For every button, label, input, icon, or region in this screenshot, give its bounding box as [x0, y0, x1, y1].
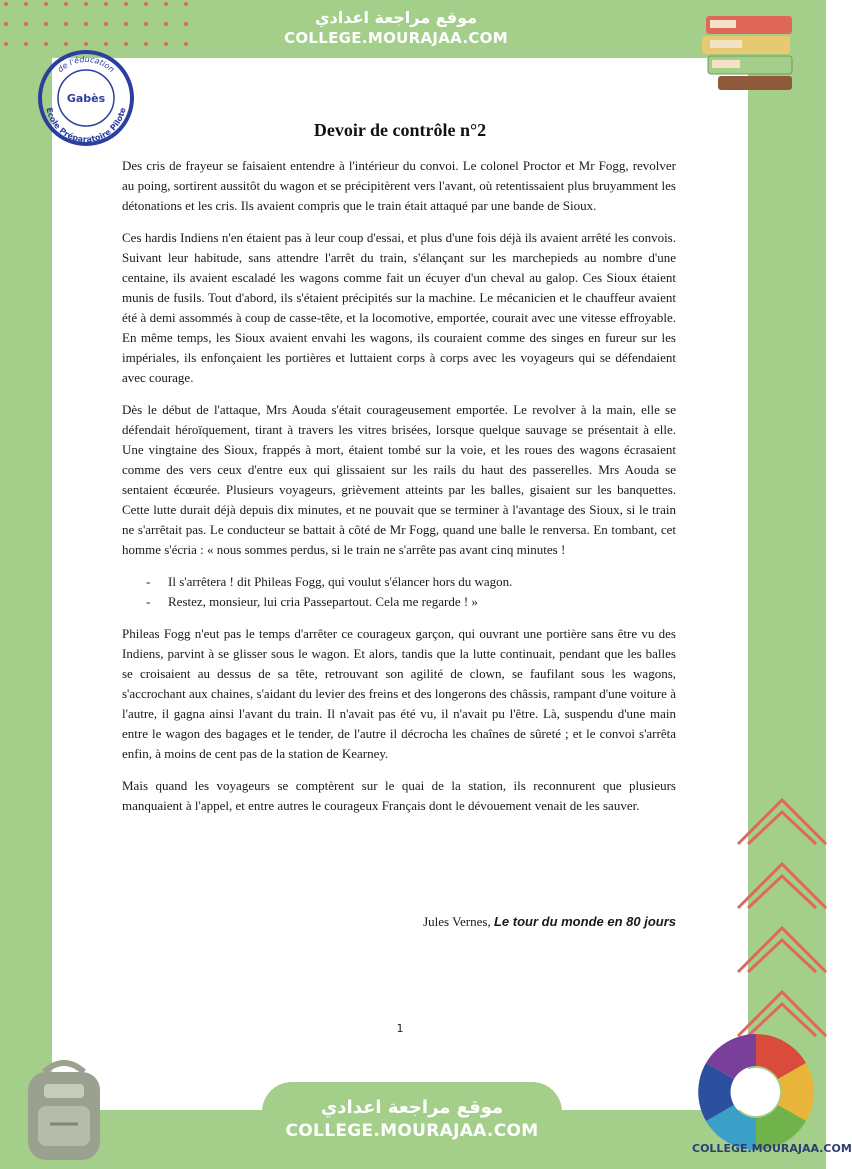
book-title: Le tour du monde en 80 jours: [493, 914, 676, 929]
paragraph: Phileas Fogg n'eut pas le temps d'arrêter ce courageux garçon, qui ouvrant une portière sans être vu des Indiens, parvint à se glisser sous le wagon. Et alors, tandis que la lutte continuait, pendant que les balles se croisaient au dessus de sa tête, retrouvant son agilité de clown, se faufilant sous les wagons, s'accrochant aux chaines, s'aidant du levier des freins et des longerons des châssis, rampant d'une voiture à l'autre, il gagna ainsi l'avant du train. Il n'avait pas été vu, il n'avait pu l'être. Là, suspendu d'une main entre le wagon des bagages et le tender, de l'autre il décrocha les chaînes de sûreté ; et le convoi s'arrêta enfin, à moins de cent pas de la station de Kearney.: [122, 626, 676, 761]
stamp-city: Gabès: [66, 92, 106, 105]
paragraph: Dès le début de l'attaque, Mrs Aouda s'était courageusement emportée. Le revolver à la main, elle se défendait héroïquement, tirant à travers les vitres brisées, lorsque quelque sauvage se présentait à elle. Une vingtaine des Sioux, frappés à mort, étaient tombé sur la voie, et les roues des wagons écrasaient comme des vers ceux d'entre eux qui glissaient sur les rails du haut des passerelles. Mrs Aouda se sentaient écœurée. Plusieurs voyageurs, grièvement atteints par les balles, gisaient sur les banquettes. Cette lutte durait déjà depuis dix minutes, et ne pouvait que se terminer à l'avantage des Sioux, si le train ne s'arrêtait pas. Le conducteur se battait à côté de Mr Fogg, quand une balle le renversa. En tombant, cet homme s'écria : « nous sommes perdus, si le train ne s'arrête pas avant cinq minutes !: [122, 402, 676, 557]
footer-banner: [262, 1082, 562, 1152]
author-name: Jules Vernes,: [423, 914, 491, 929]
footer-site-arabic: موقع مراجعة اعدادي: [320, 1097, 504, 1118]
logo-caption: COLLEGE.MOURAJAA.COM: [692, 1142, 852, 1155]
paragraph: Ces hardis Indiens n'en étaient pas à leur coup d'essai, et plus d'une fois déjà ils avaient arrêté les convois. Suivant leur habitude, sans attendre l'arrêt du train, s'élançant sur les marchepieds au nombre d'une centaine, ils avaient escaladé les wagons comme fait un écuyer d'un cheval au galop. Ces Sioux étaient munis de fusils. Tout d'abord, ils s'étaient précipités sur la machine. Le mécanicien et le chauffeur avaient été à demi assommés à coup de casse-tête, et la locomotive, emportée, courait avec une vitesse effroyable. En même temps, les Sioux avaient envahi les wagons, ils couraient comme des singes en fureur sur les impériales, ils enfonçaient les portières et luttaient corps à corps avec les voyageurs qui se défendaient avec courage.: [122, 230, 676, 385]
header-site-url[interactable]: COLLEGE.MOURAJAA.COM: [284, 29, 508, 47]
dialog-list: [122, 572, 676, 612]
dialog-line: - Il s'arrêtera ! dit Phileas Fogg, qui voulut s'élancer hors du wagon.: [122, 572, 676, 592]
stamp-bottom-text: Ecole Préparatoire Pilote: [44, 106, 128, 145]
stamp-top-text: de l'éducation: [55, 54, 117, 75]
books-stack-icon: [698, 10, 802, 94]
footer-site-url[interactable]: COLLEGE.MOURAJAA.COM: [285, 1121, 539, 1141]
source-citation: [52, 914, 676, 930]
page-number: 1: [396, 1022, 404, 1035]
paragraph: Des cris de frayeur se faisaient entendre à l'intérieur du convoi. Le colonel Proctor et Mr Fogg, revolver au poing, sortirent aussitôt du wagon et se précipitèrent vers l'avant, où retentissaient plus bruyamment les détonations et les cris. Ils avaient compris que le train était attaqué par une bande de Sioux.: [122, 158, 676, 213]
header-site-arabic: موقع مراجعة اعدادي: [314, 8, 478, 27]
paragraph: Mais quand les voyageurs se comptèrent sur le quai de la station, ils reconnurent que plusieurs manquaient à l'appel, et entre autres le courageux Français dont le dévouement venait de les sauver.: [122, 778, 676, 813]
header-banner: [262, 0, 530, 58]
document-body: [122, 156, 676, 828]
document-title: Devoir de contrôle n°2: [313, 120, 487, 140]
backpack-icon: [14, 1054, 114, 1164]
dialog-line: - Restez, monsieur, lui cria Passepartout. Cela me regarde ! »: [122, 592, 676, 612]
dot-pattern-decoration: [0, 0, 210, 50]
chevron-decoration: [732, 790, 826, 1050]
